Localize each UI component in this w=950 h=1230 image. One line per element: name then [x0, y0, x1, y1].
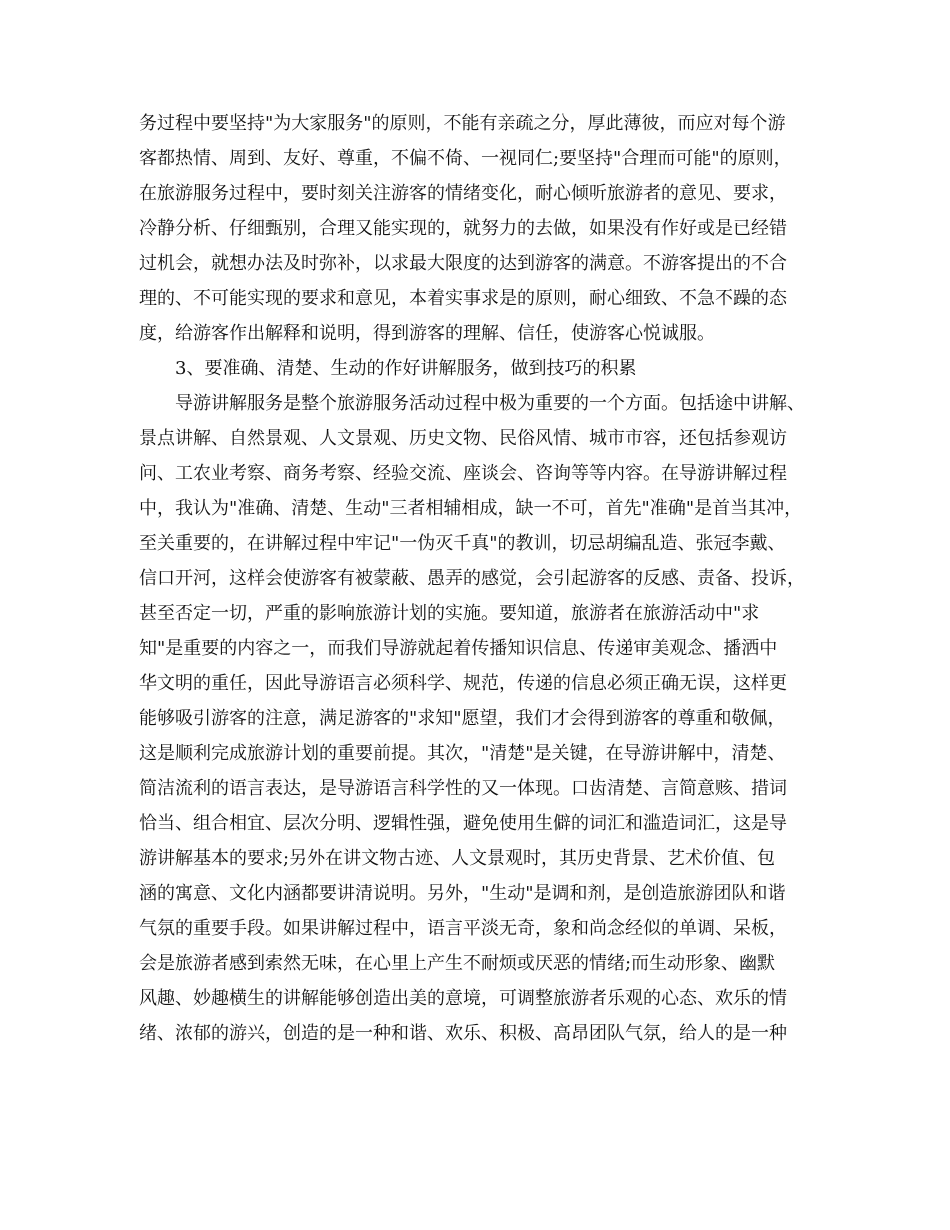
text-line: 甚至否定一切，严重的影响旅游计划的实施。要知道，旅游者在旅游活动中"求 [139, 603, 760, 624]
text-line: 冷静分析、仔细甄别，合理又能实现的，就努力的去做，如果没有作好或是已经错 [139, 218, 787, 239]
text-line: 景点讲解、自然景观、人文景观、历史文物、民俗风情、城市市容，还包括参观访 [139, 428, 787, 449]
text-line: 导游讲解服务是整个旅游服务活动过程中极为重要的一个方面。包括途中讲解、 [175, 393, 805, 414]
text-line: 恰当、组合相宜、层次分明、逻辑性强，避免使用生僻的词汇和滥造词汇，这是导 [139, 813, 787, 834]
text-line: 至关重要的，在讲解过程中牢记"一伪灭千真"的教训，切忌胡编乱造、张冠李戴、 [139, 533, 786, 554]
text-line: 会是旅游者感到索然无味，在心里上产生不耐烦或厌恶的情绪;而生动形象、幽默 [139, 953, 776, 974]
text-line: 在旅游服务过程中，要时刻关注游客的情绪变化，耐心倾听旅游者的意见、要求， [139, 183, 787, 204]
text-line: 涵的寓意、文化内涵都要讲清说明。另外，"生动"是调和剂，是创造旅游团队和谐 [139, 883, 786, 904]
text-line: 华文明的重任，因此导游语言必须科学、规范，传递的信息必须正确无误，这样更 [139, 673, 787, 694]
text-line: 气氛的重要手段。如果讲解过程中，语言平淡无奇，象和尚念经似的单调、呆板， [139, 918, 787, 939]
text-line: 绪、浓郁的游兴，创造的是一种和谐、欢乐、积极、高昂团队气氛，给人的是一种 [139, 1023, 787, 1044]
section-heading: 3、要准确、清楚、生动的作好讲解服务，做到技巧的积累 [175, 358, 637, 379]
text-line: 务过程中要坚持"为大家服务"的原则，不能有亲疏之分，厚此薄彼，而应对每个游 [139, 113, 786, 134]
text-line: 简洁流利的语言表达，是导游语言科学性的又一体现。口齿清楚、言简意赅、措词 [139, 778, 787, 799]
text-line: 过机会，就想办法及时弥补，以求最大限度的达到游客的满意。不游客提出的不合 [139, 253, 787, 274]
text-line: 度，给游客作出解释和说明，得到游客的理解、信任，使游客心悦诚服。 [139, 323, 715, 344]
text-line: 这是顺利完成旅游计划的重要前提。其次，"清楚"是关键，在导游讲解中，清楚、 [139, 743, 786, 764]
text-line: 知"是重要的内容之一，而我们导游就起着传播知识信息、传递审美观念、播洒中 [139, 638, 778, 659]
text-line: 中，我认为"准确、清楚、生动"三者相辅相成，缺一不可，首先"准确"是首当其冲， [139, 498, 803, 519]
text-line: 能够吸引游客的注意，满足游客的"求知"愿望，我们才会得到游客的尊重和敬佩， [139, 708, 786, 729]
text-line: 信口开河，这样会使游客有被蒙蔽、愚弄的感觉，会引起游客的反感、责备、投诉， [139, 568, 805, 589]
text-line: 游讲解基本的要求;另外在讲文物古迹、人文景观时，其历史背景、艺术价值、包 [139, 848, 776, 869]
body-text [139, 106, 829, 1051]
text-line: 理的、不可能实现的要求和意见，本着实事求是的原则，耐心细致、不急不躁的态 [139, 288, 787, 309]
text-line: 风趣、妙趣横生的讲解能够创造出美的意境，可调整旅游者乐观的心态、欢乐的情 [139, 988, 787, 1009]
text-line: 问、工农业考察、商务考察、经验交流、座谈会、咨询等等内容。在导游讲解过程 [139, 463, 787, 484]
text-line: 客都热情、周到、友好、尊重，不偏不倚、一视同仁;要坚持"合理而可能"的原则， [139, 148, 792, 169]
